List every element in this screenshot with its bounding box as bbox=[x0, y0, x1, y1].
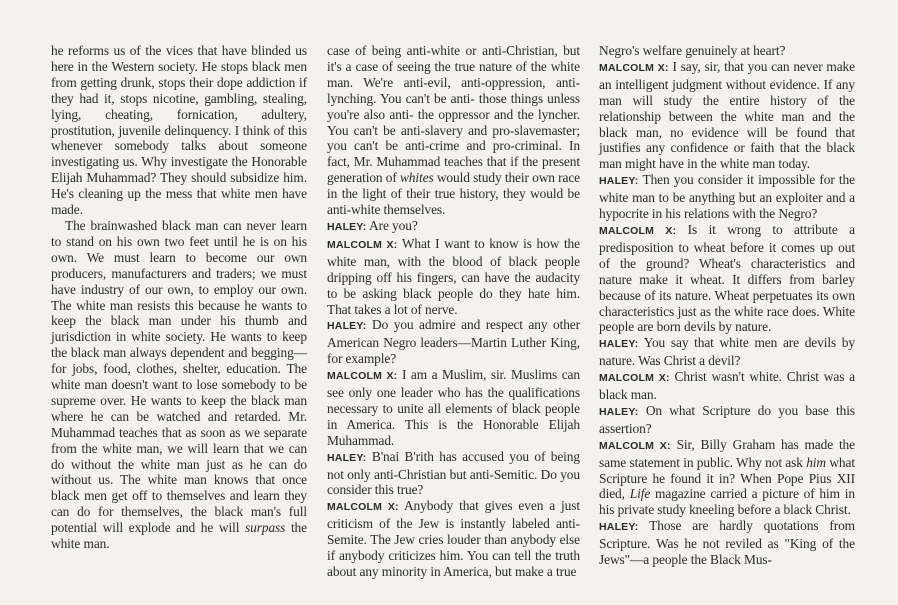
text-run: would study their own race in the light of their true history, they would be anti-white themselves. bbox=[327, 170, 581, 218]
text-run: Negro's welfare genuinely at heart? bbox=[599, 43, 786, 58]
interview-paragraph bbox=[599, 59, 855, 172]
text-run: magazine carried a picture of him in his private study kneeling before a black Christ. bbox=[599, 486, 855, 518]
text-column-3 bbox=[599, 43, 855, 568]
speaker-label: HALEY: bbox=[599, 521, 639, 534]
interview-paragraph bbox=[327, 317, 580, 367]
body-paragraph bbox=[327, 43, 580, 218]
italic-text: whites bbox=[399, 170, 434, 186]
text-run: Is it wrong to attribute a predisposition to wheat before it comes up out of the ground? Wheat's characteristics and nature make it wheat. It differs from barley because of its nature. Wheat perpetuates its own characteristics just as the white race does. White people are born devils by nature. bbox=[599, 221, 855, 335]
interview-paragraph bbox=[599, 222, 855, 335]
text-run: Those are hardly quotations from Scripture. Was he not reviled as "King of the Jews"—a people the Black Mus- bbox=[599, 518, 855, 568]
text-run: I say, sir, that you can never make an intelligent judgment without evidence. If any man will study the entire history of the relationship between the white man and the black man, no evidence will be found that justifies any confidence or faith that the black man might have in the white man today. bbox=[599, 58, 855, 172]
text-run: the white man. bbox=[51, 520, 307, 552]
text-run: You say that white men are devils by nature. Was Christ a devil? bbox=[599, 335, 855, 369]
text-run: he reforms us of the vices that have blinded us here in the Western society. He stops black men from getting drunk, stops their dope addiction if they had it, stops nicotine, gambling, stealing, lying, cheating, fornication, adultery, prostitution, juvenile delinquency. I think of this whenever somebody talks about someone investigating us. Why investigate the Honorable Elijah Muhammad? They should subsidize him. He's cleaning up the mess that white men have made. bbox=[51, 43, 307, 218]
speaker-label: MALCOLM X: bbox=[327, 501, 399, 514]
speaker-label: HALEY: bbox=[327, 320, 367, 333]
speaker-label: HALEY: bbox=[327, 220, 367, 233]
text-run: On what Scripture do you base this assertion? bbox=[599, 402, 855, 436]
interview-paragraph bbox=[327, 367, 580, 449]
interview-paragraph bbox=[327, 236, 580, 318]
text-run: Do you admire and respect any other American Negro leaders—Martin Luther King, for example? bbox=[327, 317, 580, 367]
interview-paragraph bbox=[327, 498, 580, 580]
text-run: Are you? bbox=[366, 217, 418, 233]
interview-paragraph bbox=[327, 218, 580, 236]
text-run: B'nai B'rith has accused you of being not only anti-Christian but anti-Semitic. Do you consider this true? bbox=[327, 448, 580, 498]
text-run: I am a Muslim, sir. Muslims can see only one leader who has the qualifications necessary to unite all elements of black people in America. This is the Honorable Elijah Muhammad. bbox=[327, 367, 580, 448]
text-run: Sir, Billy Graham has made the same statement in public. Why not ask bbox=[599, 436, 855, 470]
speaker-label: MALCOLM X: bbox=[599, 372, 670, 385]
text-run: Anybody that gives even a just criticism of the Jew is instantly labeled anti-Semite. The Jew cries louder than anybody else if anybody criticizes him. You can tell the truth about any minority in America, but make a true bbox=[327, 498, 580, 579]
speaker-label: HALEY: bbox=[327, 451, 367, 464]
interview-paragraph bbox=[599, 369, 855, 403]
speaker-label: MALCOLM X: bbox=[327, 238, 398, 251]
text-column-2 bbox=[327, 43, 580, 580]
speaker-label: MALCOLM X: bbox=[327, 370, 398, 383]
interview-paragraph bbox=[599, 518, 855, 568]
text-run: What I want to know is how the white man, with the blood of black people dripping off his fingers, can have the audacity to be asking black people do they hate him. That takes a lot of nerve. bbox=[327, 235, 581, 317]
interview-paragraph bbox=[599, 335, 855, 369]
text-run: Then you consider it impossible for the white man to be anything but an exploiter and a hypocrite in his relations with the Negro? bbox=[599, 172, 855, 222]
text-run: Christ wasn't white. Christ was a black man. bbox=[599, 369, 855, 403]
speaker-label: HALEY: bbox=[599, 405, 639, 418]
text-run: The brainwashed black man can never learn to stand on his own two feet until he is on his own. We must learn to become our own producers, manufacturers and traders; we must have industry of our own, to employ our own. The white man resists this because he wants to keep the black man under his thumb and jurisdiction in white society. He wants to keep the black man always dependent and begging—for jobs, food, clothes, shelter, education. The white man doesn't want to lose somebody to be supreme over. He wants to keep the black man where he can be watched and retarded. Mr. Muhammad teaches that as soon as we separate from the white man, we will learn that we can do without the white man just as he can do without us. The white man knows that once black men get off to themselves and learn they can do for themselves, the black man's full potential will explode and he will bbox=[51, 217, 307, 536]
text-run: case of being anti-white or anti-Christian, but it's a case of seeing the true nature of the white man. We're anti-evil, anti-oppression, anti-lynching. You can't be anti- those things unless you're also anti- the oppressor and the lyncher. You can't be anti-slavery and pro-slavemaster; you can't be anti-crime and pro-criminal. In fact, Mr. Muhammad teaches that if the present generation of bbox=[327, 43, 580, 186]
italic-text: surpass bbox=[245, 520, 286, 536]
body-paragraph bbox=[51, 43, 307, 218]
interview-paragraph bbox=[327, 449, 580, 499]
speaker-label: MALCOLM X: bbox=[599, 224, 677, 237]
speaker-label: HALEY: bbox=[599, 175, 639, 188]
italic-text: Life bbox=[629, 486, 651, 502]
text-run: what Scripture he found it in? When Pope Pius XII died, bbox=[599, 454, 855, 502]
interview-paragraph bbox=[599, 172, 855, 222]
speaker-label: MALCOLM X: bbox=[599, 439, 671, 452]
body-paragraph bbox=[51, 218, 307, 552]
body-paragraph bbox=[599, 43, 855, 59]
speaker-label: MALCOLM X: bbox=[599, 61, 669, 74]
speaker-label: HALEY: bbox=[599, 338, 639, 351]
text-column-1 bbox=[51, 43, 307, 552]
italic-text: him bbox=[806, 454, 826, 470]
interview-paragraph bbox=[599, 403, 855, 437]
interview-paragraph bbox=[599, 437, 855, 519]
